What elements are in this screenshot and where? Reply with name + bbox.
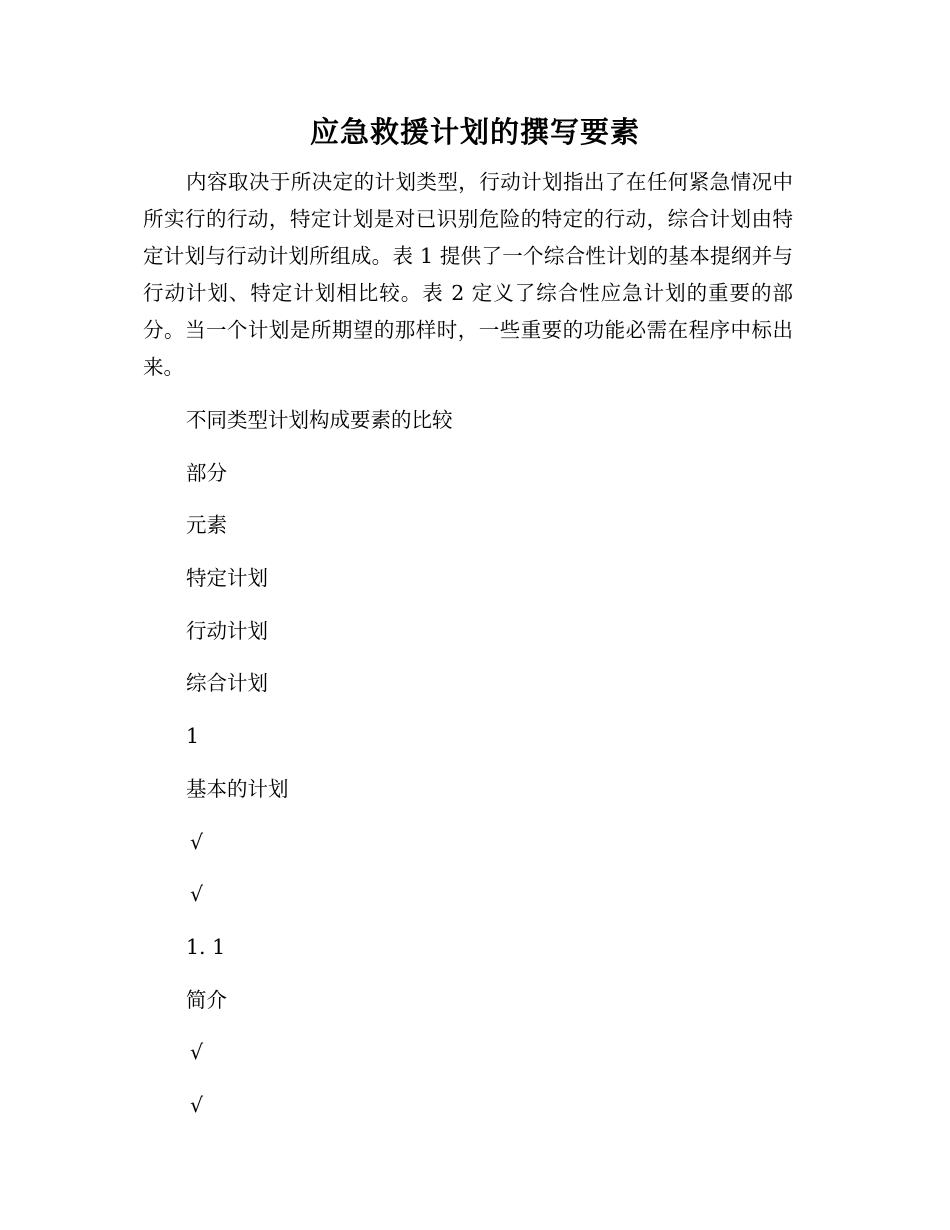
row-number-1: 1 <box>186 724 200 749</box>
header-specific-plan: 特定计划 <box>186 566 268 591</box>
header-part: 部分 <box>186 460 227 485</box>
row-element-introduction: 简介 <box>186 987 227 1012</box>
row-number-1-1: 1. 1 <box>186 934 226 959</box>
header-action-plan: 行动计划 <box>186 618 268 643</box>
row-element-basic-plan: 基本的计划 <box>186 776 289 801</box>
header-element: 元素 <box>186 513 227 538</box>
intro-paragraph: 内容取决于所决定的计划类型，行动计划指出了在任何紧急情况中所实行的行动，特定计划是对已识别危险的特定的行动，综合计划由特定计划与行动计划所组成。表 1 提供了一个综合性计划的基本提纲并与行动计划、特定计划相比较。表 2 定义了综合性应急计划的重要的部分。当一个计划是所期望的那样时，一些重要的功能必需在程序中标出来。 <box>143 170 793 379</box>
document-title: 应急救援计划的撰写要素 <box>309 115 640 149</box>
check-mark: √ <box>190 1040 204 1065</box>
check-mark: √ <box>190 829 204 854</box>
table-caption: 不同类型计划构成要素的比较 <box>186 408 453 432</box>
header-comprehensive-plan: 综合计划 <box>186 671 268 696</box>
check-mark: √ <box>190 882 204 907</box>
table-content-lines <box>186 402 786 1140</box>
check-mark: √ <box>190 1092 204 1117</box>
